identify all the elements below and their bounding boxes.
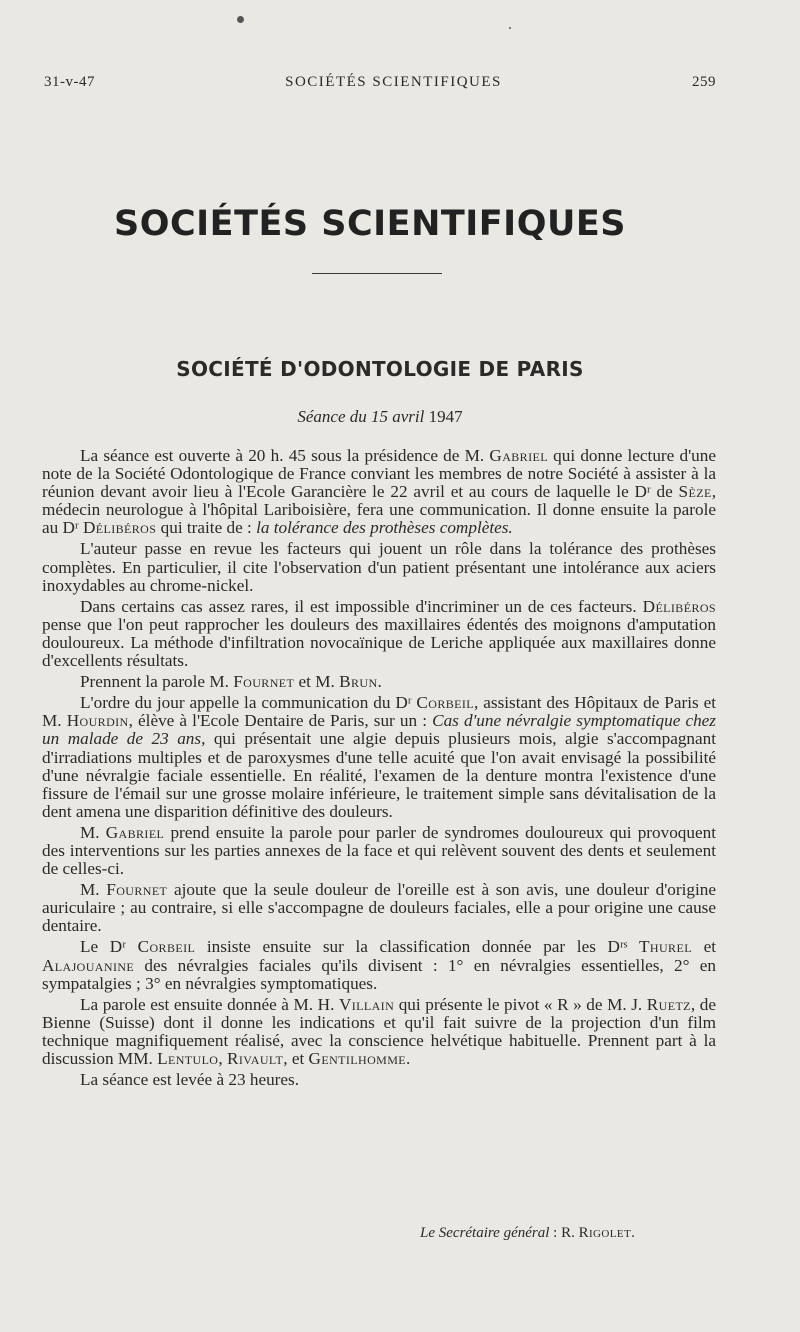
signature-role: Le Secrétaire général (420, 1225, 550, 1241)
person-name: Rivault (226, 1049, 284, 1068)
person-name: Hourdin (66, 711, 129, 731)
header-date: 31-v-47 (44, 74, 95, 90)
paragraph-fournet: M. Fournet ajoute que la seule douleur de l'oreille est à son avis, une douleur d'origine auriculaire ; au contraire, si elle s'accompagne de douleurs faciales, elle a pour origine une cause dentaire. (42, 880, 716, 936)
header-section: SOCIÉTÉS SCIENTIFIQUES (285, 74, 502, 90)
paragraph-classification: Le Dʳ Corbeil insiste ensuite sur la classification donnée par les Dʳˢ Thurel et Alajouanine des névralgies faciales qu'ils divisent : 1° en névralgies essentielles, 2° en sympatalgies ; 3° en névralgies symptomatiques. (42, 937, 717, 993)
paragraph-opening: La séance est ouverte à 20 h. 45 sous la présidence de M. Gabriel qui donne lecture d'une note de la Société Odontologique de France conviant les membres de notre Société à assister à la réunion devant avoir lieu à l'Ecole Garancière le 22 avril et au cours de laquelle le Dʳ de Sèze, médecin neurologue à l'hôpital Lariboisière, fera une communication. Il donne ensuite la parole au Dʳ Délibéros qui traite de : la tolérance des prothèses complètes. (42, 446, 716, 538)
person-name: Fournet (233, 672, 295, 692)
ink-speck (237, 16, 244, 23)
session-date (200, 407, 560, 427)
page-number: 259 (691, 74, 716, 90)
person-name: Villain (338, 994, 395, 1014)
session-year: 1947 (428, 407, 463, 426)
person-name: Ruetz (646, 994, 691, 1014)
person-name: Lentulo (157, 1049, 219, 1068)
ink-speck (509, 27, 511, 29)
society-heading: SOCIÉTÉ D'ODONTOLOGIE DE PARIS (176, 357, 584, 381)
paragraph-rare-cases: Dans certains cas assez rares, il est impossible d'incriminer un de ces facteurs. Délibéros pense que l'on peut rapprocher les douleurs des maxillaires édentés des moignons d'amputation douloureux. La méthode d'infiltration novocaïnique de Leriche appliquée aux maxillaires donne d'excellents résultats. (42, 596, 716, 671)
page-title: SOCIÉTÉS SCIENTIFIQUES (114, 204, 626, 244)
person-name: Thurel (639, 937, 692, 957)
talk-title: la tolérance des prothèses complètes. (256, 518, 513, 538)
paragraph-closing: La séance est levée à 23 heures. (80, 1070, 300, 1090)
person-name: Corbeil (416, 693, 475, 713)
person-name: Délibéros (642, 596, 716, 616)
running-header (44, 74, 716, 91)
paragraph-review: L'auteur passe en revue les facteurs qui jouent un rôle dans la tolérance des prothèses complètes. En particulier, il cite l'observation d'un patient présentant une intolérance aux aciers inoxydables au chrome-nickel. (42, 539, 716, 595)
title-divider (312, 273, 442, 274)
person-name: Gabriel (489, 446, 548, 465)
signature: Le Secrétaire général : R. Rigolet. (420, 1225, 635, 1241)
person-name: Alajouanine (42, 955, 135, 975)
person-name: Gabriel (105, 822, 165, 842)
paragraph-gabriel: M. Gabriel prend ensuite la parole pour parler de syndromes douloureux qui provoquent des interventions sur les parties annexes de la face et qui relèvent souvent des dents et seulement de celles-ci. (42, 822, 716, 879)
person-name: Brun (339, 672, 378, 692)
person-name: Corbeil (137, 937, 196, 957)
person-name: Gentilhomme (308, 1049, 407, 1068)
paragraph-communication: L'ordre du jour appelle la communication du Dʳ Corbeil, assistant des Hôpitaux de Paris et M. Hourdin, élève à l'Ecole Dentaire de Paris, sur un : Cas d'une névralgie symptomatique chez un malade de 23 ans, qui présentait une algie depuis plusieurs mois, algie s'accompagnant d'irradiations multiples et de paroxysmes d'une telle acuité que l'on avait envisagé la possibilité d'une névralgie faciale essentielle. En réalité, l'examen de la denture montra l'existence d'une fissure de l'émail sur une grosse molaire inférieure, le traitement simple sans dévitalisation de la dent amena une disparition définitive des douleurs. (42, 693, 717, 821)
article-body (42, 447, 716, 1092)
paragraph-villain: La parole est ensuite donnée à M. H. Villain qui présente le pivot « R » de M. J. Ruetz, de Bienne (Suisse) dont il donne les indications et qu'il fait suivre de la projection d'un film technique magnifiquement réalisé, avec la conscience helvétique habituelle. Prennent part à la discussion MM. Lentulo, Rivault, et Gentilhomme. (42, 994, 716, 1068)
person-name: Délibéros (82, 518, 157, 538)
case-title: Cas d'une névralgie symptomatique chez un malade de 23 ans, (42, 711, 716, 749)
paragraph-speakers: Prennent la parole M. Fournet et M. Brun. (80, 672, 382, 692)
session-label: Séance du 15 avril (297, 407, 425, 426)
person-name: Sèze (678, 482, 712, 502)
person-name: Fournet (106, 880, 168, 900)
signature-name: Rigolet (578, 1225, 632, 1241)
